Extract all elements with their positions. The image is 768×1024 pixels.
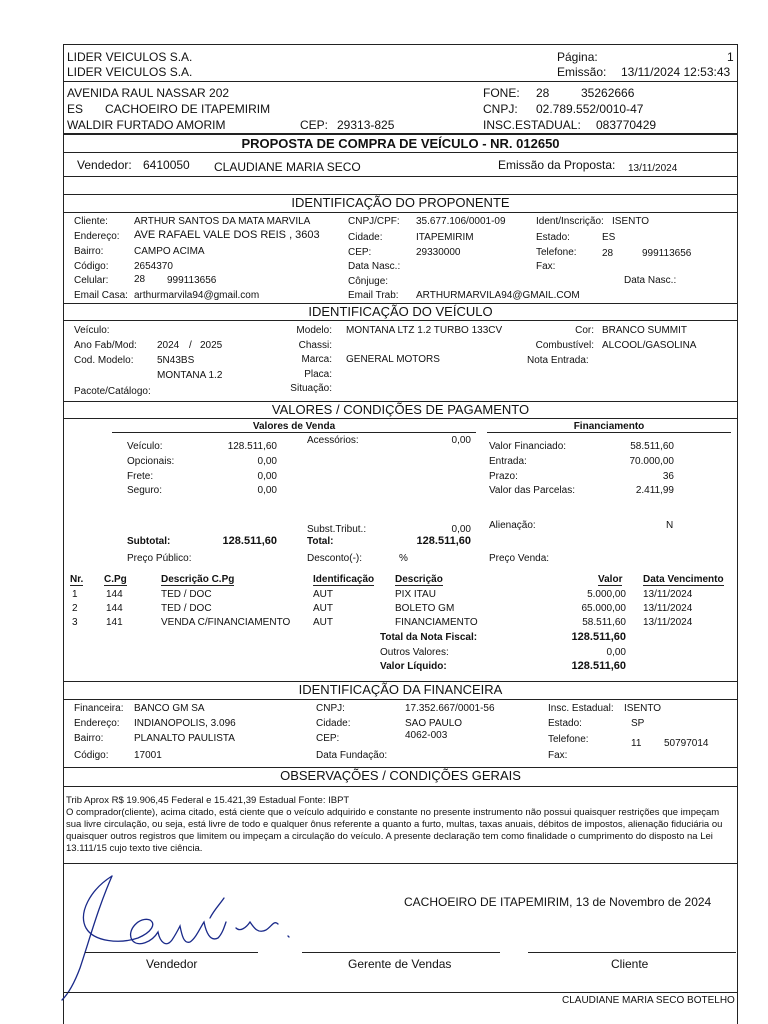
cidade-value: ITAPEMIRIM xyxy=(416,232,474,243)
company-contact: WALDIR FURTADO AMORIM xyxy=(67,118,226,132)
alienacao-label: Alienação: xyxy=(489,520,536,531)
fin-estado-label: Estado: xyxy=(548,718,582,729)
outros-value: 0,00 xyxy=(606,647,626,658)
row-ident: AUT xyxy=(313,603,333,614)
telefone-value: 999113656 xyxy=(642,248,692,259)
fin-fundacao-label: Data Fundação: xyxy=(316,750,388,761)
pg-seguro-label: Seguro: xyxy=(127,485,163,496)
ident-value: ISENTO xyxy=(612,216,650,227)
pg-acessorios-value: 0,00 xyxy=(451,435,471,446)
total-nota-label: Total da Nota Fiscal: xyxy=(380,632,478,643)
liquido-label: Valor Líquido: xyxy=(380,661,447,672)
pg-total-value: 128.511,60 xyxy=(416,535,471,547)
fin-cep-label: CEP: xyxy=(316,733,340,744)
parcelas-label: Valor das Parcelas: xyxy=(489,485,575,496)
cor-value: BRANCO SUMMIT xyxy=(602,325,687,336)
fin-codigo-value: 17001 xyxy=(134,750,162,761)
row-nr: 2 xyxy=(72,603,78,614)
cep-label: CEP: xyxy=(348,247,372,258)
fin-codigo-label: Código: xyxy=(74,750,109,761)
section-payment: VALORES / CONDIÇÕES DE PAGAMENTO xyxy=(271,402,530,417)
handwritten-signature xyxy=(60,868,310,1008)
page-number: 1 xyxy=(727,50,734,64)
modelo-desc: MONTANA 1.2 xyxy=(157,370,223,381)
celular-ddd: 28 xyxy=(134,274,146,285)
signer-name: CLAUDIANE MARIA SECO BOTELHO xyxy=(562,995,735,1006)
row-valor: 58.511,60 xyxy=(582,617,626,628)
endereco-label: Endereço: xyxy=(74,231,120,242)
fax-label: Fax: xyxy=(536,261,556,272)
cor-label: Cor: xyxy=(575,325,594,336)
company-phone-ddd: 28 xyxy=(536,86,550,100)
alienacao-value: N xyxy=(666,520,674,531)
company-state: ES xyxy=(67,102,84,116)
row-desc-cpg: VENDA C/FINANCIAMENTO xyxy=(161,617,291,628)
fin-fax-label: Fax: xyxy=(548,750,568,761)
codigo-value: 2654370 xyxy=(134,261,173,272)
placa-label: Placa: xyxy=(304,369,332,380)
email-trab-value: ARTHURMARVILA94@GMAIL.COM xyxy=(416,290,580,301)
fin-telefone-value: 50797014 xyxy=(664,738,709,749)
liquido-value: 128.511,60 xyxy=(571,660,626,672)
pg-acessorios-label: Acessórios: xyxy=(307,435,359,446)
row-venc: 13/11/2024 xyxy=(643,617,693,628)
obs-tributos: Trib Aprox R$ 19.906,45 Federal e 15.421,39 Estadual Fonte: IBPT xyxy=(66,795,350,806)
row-nr: 1 xyxy=(72,589,78,600)
prazo-value: 36 xyxy=(662,471,674,482)
pg-preco-publico-label: Preço Público: xyxy=(127,553,192,564)
fin-financeira-label: Financeira: xyxy=(74,703,124,714)
company-phone-label: FONE: xyxy=(483,86,520,100)
pg-desconto-label: Desconto(-): xyxy=(307,553,363,564)
ano-fab: 2024 xyxy=(157,340,180,351)
row-desc: BOLETO GM xyxy=(395,603,455,614)
telefone-ddd: 28 xyxy=(602,248,614,259)
th-ident: Identificação xyxy=(313,574,375,585)
company-ie-label: INSC.ESTADUAL: xyxy=(483,118,581,132)
email-casa-label: Email Casa: xyxy=(74,290,128,301)
company-name-2: LIDER VEICULOS S.A. xyxy=(67,65,193,79)
pg-subst-label: Subst.Tribut.: xyxy=(307,524,367,535)
entrada-value: 70.000,00 xyxy=(629,456,674,467)
fin-telefone-ddd: 11 xyxy=(631,738,642,749)
telefone-label: Telefone: xyxy=(536,247,577,258)
row-cpg: 144 xyxy=(106,603,123,614)
seller-code: 6410050 xyxy=(143,158,190,172)
email-trab-label: Email Trab: xyxy=(348,290,399,301)
cod-modelo: 5N43BS xyxy=(157,355,195,366)
estado-label: Estado: xyxy=(536,232,570,243)
email-casa-value: arthurmarvila94@gmail.com xyxy=(134,290,260,301)
ano-label: Ano Fab/Mod: xyxy=(74,340,137,351)
company-phone: 35262666 xyxy=(581,86,635,100)
ident-label: Ident/Inscrição: xyxy=(536,216,604,227)
seller-label: Vendedor: xyxy=(77,158,132,172)
cnpj-value: 35.677.106/0001-09 xyxy=(416,216,506,227)
obs-text: O comprador(cliente), acima citado, está ciente que o veículo adquirido e constante no presente instrumento não possui quaisquer restrições que impeçam sua livre circulação, ou seja, está livre de todo e qualquer ônus referente a quanto a furto, multas, taxas anuais, débitos de impostos, alienação fiduciária ou quaisquer outros registros que limitem ou impeçam a circulação do veículo. A presente declaração tem como finalidade o cumprimento do disposto na Lei 13.111/15 cujo texto tive ciência. xyxy=(66,807,723,854)
section-vehicle: IDENTIFICAÇÃO DO VEÍCULO xyxy=(308,304,493,319)
pg-frete-label: Frete: xyxy=(127,471,154,482)
seller-name: CLAUDIANE MARIA SECO xyxy=(214,160,361,174)
valor-financiado: 58.511,60 xyxy=(630,441,674,452)
cliente-label: Cliente: xyxy=(74,216,108,227)
parcelas-value: 2.411,99 xyxy=(635,485,674,496)
row-desc: FINANCIAMENTO xyxy=(395,617,478,628)
pg-subtotal-value: 128.511,60 xyxy=(222,535,277,547)
fin-ie-value: ISENTO xyxy=(624,703,662,714)
th-venc: Data Vencimento xyxy=(643,574,724,585)
pg-veiculo-label: Veículo: xyxy=(127,441,163,452)
bairro-value: CAMPO ACIMA xyxy=(134,246,205,257)
fin-estado-value: SP xyxy=(631,718,645,729)
endereco-value: AVE RAFAEL VALE DOS REIS , 3603 xyxy=(134,229,320,241)
proposal-date: 13/11/2024 xyxy=(628,163,678,174)
th-desc: Descrição xyxy=(395,574,443,585)
pg-seguro-value: 0,00 xyxy=(257,485,277,496)
outros-label: Outros Valores: xyxy=(380,647,449,658)
modelo-value: MONTANA LTZ 1.2 TURBO 133CV xyxy=(346,325,503,336)
document-title: PROPOSTA DE COMPRA DE VEÍCULO - NR. 012650 xyxy=(241,136,560,151)
row-valor: 5.000,00 xyxy=(587,589,626,600)
row-desc: PIX ITAU xyxy=(395,589,436,600)
conjuge-label: Cônjuge: xyxy=(348,276,389,287)
fin-cnpj-value: 17.352.667/0001-56 xyxy=(405,703,495,714)
emission-label: Emissão: xyxy=(557,65,607,79)
celular-value: 999113656 xyxy=(167,275,217,286)
combustivel-value: ALCOOL/GASOLINA xyxy=(602,340,697,351)
row-desc-cpg: TED / DOC xyxy=(161,589,212,600)
row-ident: AUT xyxy=(313,589,333,600)
row-venc: 13/11/2024 xyxy=(643,603,693,614)
fin-cidade-label: Cidade: xyxy=(316,718,351,729)
chassi-label: Chassi: xyxy=(298,340,332,351)
section-observacoes: OBSERVAÇÕES / CONDIÇÕES GERAIS xyxy=(280,768,521,783)
pg-veiculo-value: 128.511,60 xyxy=(227,441,277,452)
cep-value: 29330000 xyxy=(416,247,461,258)
th-cpg: C.Pg xyxy=(104,574,127,585)
fin-bairro-label: Bairro: xyxy=(74,733,104,744)
nota-entrada-label: Nota Entrada: xyxy=(527,355,589,366)
pg-frete-value: 0,00 xyxy=(257,471,277,482)
row-desc-cpg: TED / DOC xyxy=(161,603,212,614)
cnpj-label: CNPJ/CPF: xyxy=(348,216,400,227)
place-date: CACHOEIRO DE ITAPEMIRIM, 13 de Novembro de 2024 xyxy=(404,895,712,909)
pg-desconto-pct: % xyxy=(399,553,408,564)
company-ie: 083770429 xyxy=(596,118,657,132)
section-financeira: IDENTIFICAÇÃO DA FINANCEIRA xyxy=(298,682,503,697)
company-address: AVENIDA RAUL NASSAR 202 xyxy=(67,86,230,100)
pg-opcionais-label: Opcionais: xyxy=(127,456,175,467)
bairro-label: Bairro: xyxy=(74,246,104,257)
venda-header: Valores de Venda xyxy=(112,421,476,433)
sig-gerente: Gerente de Vendas xyxy=(348,957,452,971)
page-label: Página: xyxy=(557,50,598,64)
company-city: CACHOEIRO DE ITAPEMIRIM xyxy=(105,102,271,116)
codigo-label: Código: xyxy=(74,261,109,272)
prazo-label: Prazo: xyxy=(489,471,518,482)
financ-header: Financiamento xyxy=(487,421,731,433)
company-cep-label: CEP: xyxy=(300,118,329,132)
ano-sep: / xyxy=(189,340,192,351)
emission-value: 13/11/2024 12:53:43 xyxy=(621,65,731,79)
company-cep: 29313-825 xyxy=(337,118,395,132)
modelo-label: Modelo: xyxy=(296,325,332,336)
data-nasc-label: Data Nasc.: xyxy=(348,261,401,272)
row-cpg: 144 xyxy=(106,589,123,600)
fin-cidade-value: SAO PAULO xyxy=(405,718,463,729)
cliente-value: ARTHUR SANTOS DA MATA MARVILA xyxy=(134,216,311,227)
ano-mod: 2025 xyxy=(200,340,223,351)
fin-telefone-label: Telefone: xyxy=(548,734,589,745)
row-valor: 65.000,00 xyxy=(581,603,626,614)
pg-subst-value: 0,00 xyxy=(451,524,471,535)
preco-venda-label: Preço Venda: xyxy=(489,553,550,564)
row-ident: AUT xyxy=(313,617,333,628)
fin-financeira-value: BANCO GM SA xyxy=(134,703,205,714)
pg-subtotal-label: Subtotal: xyxy=(127,536,171,547)
company-cnpj: 02.789.552/0010-47 xyxy=(536,102,644,116)
data-nasc2-label: Data Nasc.: xyxy=(624,275,677,286)
estado-value: ES xyxy=(602,232,616,243)
celular-label: Celular: xyxy=(74,275,109,286)
fin-endereco-label: Endereço: xyxy=(74,718,120,729)
pacote-label: Pacote/Catálogo: xyxy=(74,386,151,397)
row-cpg: 141 xyxy=(106,617,123,628)
entrada-label: Entrada: xyxy=(489,456,527,467)
cod-modelo-label: Cod. Modelo: xyxy=(74,355,134,366)
situacao-label: Situação: xyxy=(290,383,332,394)
marca-value: GENERAL MOTORS xyxy=(346,354,440,365)
total-nota-value: 128.511,60 xyxy=(571,631,626,643)
th-valor: Valor xyxy=(598,574,623,585)
fin-cep-value: 4062-003 xyxy=(405,730,448,741)
sig-vendedor: Vendedor xyxy=(146,957,198,971)
pg-total-label: Total: xyxy=(307,536,334,547)
fin-ie-label: Insc. Estadual: xyxy=(548,703,614,714)
valor-financiado-label: Valor Financiado: xyxy=(489,441,567,452)
company-name-1: LIDER VEICULOS S.A. xyxy=(67,50,193,64)
proposal-date-label: Emissão da Proposta: xyxy=(498,158,616,172)
combustivel-label: Combustível: xyxy=(535,340,594,351)
sig-cliente: Cliente xyxy=(611,957,649,971)
th-desc-cpg: Descrição C.Pg xyxy=(161,574,235,585)
th-nr: Nr. xyxy=(70,574,84,585)
row-nr: 3 xyxy=(72,617,78,628)
cidade-label: Cidade: xyxy=(348,232,383,243)
veiculo-label: Veículo: xyxy=(74,325,110,336)
pg-opcionais-value: 0,00 xyxy=(257,456,277,467)
row-venc: 13/11/2024 xyxy=(643,589,693,600)
fin-cnpj-label: CNPJ: xyxy=(316,703,345,714)
fin-bairro-value: PLANALTO PAULISTA xyxy=(134,733,235,744)
section-proponent: IDENTIFICAÇÃO DO PROPONENTE xyxy=(291,195,510,210)
company-cnpj-label: CNPJ: xyxy=(483,102,518,116)
marca-label: Marca: xyxy=(301,354,332,365)
fin-endereco-value: INDIANOPOLIS, 3.096 xyxy=(134,718,236,729)
